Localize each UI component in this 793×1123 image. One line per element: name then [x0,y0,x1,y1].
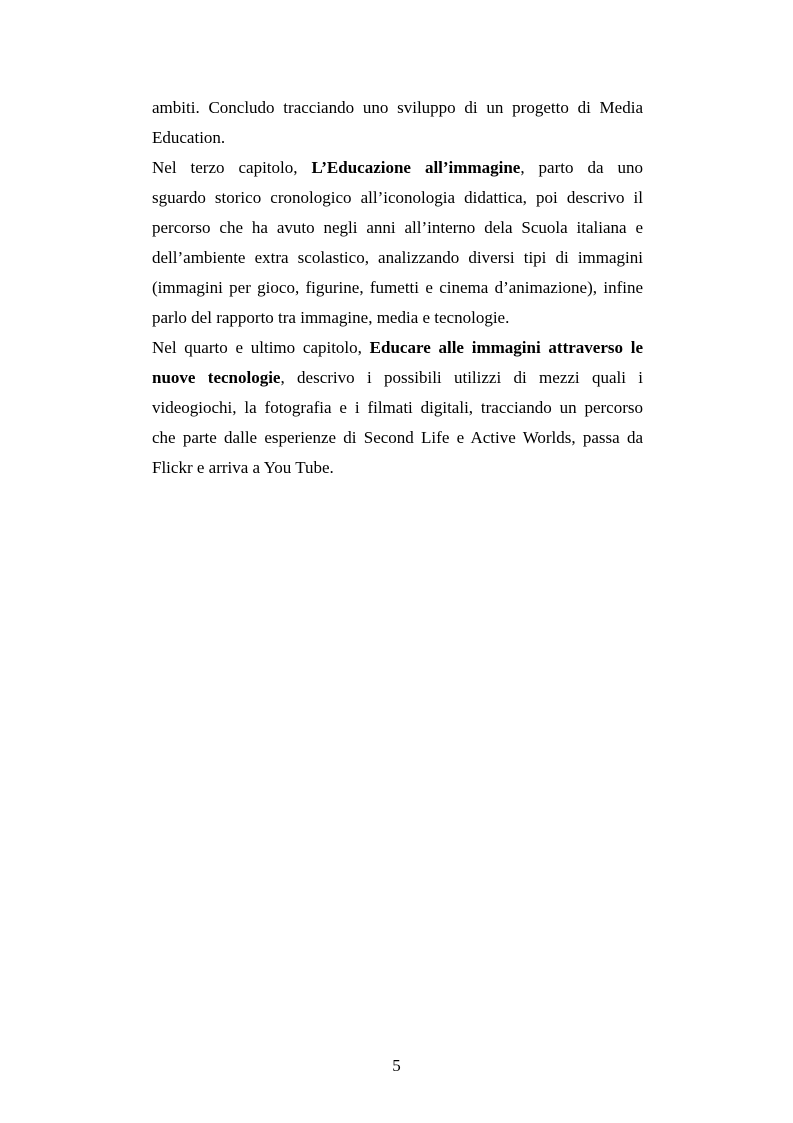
text-line [152,363,643,393]
text-line [152,273,643,303]
text-span: sguardo storico cronologico all’iconologia didattica, poi descrivo il [152,188,643,207]
text-line [152,423,643,453]
text-span: ambiti. Concludo tracciando uno sviluppo di un progetto di Media [152,98,643,117]
text-line [152,393,643,423]
text-span: dell’ambiente extra scolastico, analizzando diversi tipi di immagini [152,248,643,267]
text-line [152,333,643,363]
text-span: Nel terzo capitolo, [152,158,312,177]
chapter-title-bold: L’Educazione all’immagine [311,158,521,177]
chapter-title-bold: nuove tecnologie [152,368,281,387]
text-span: Nel quarto e ultimo capitolo, [152,338,370,357]
text-span: parlo del rapporto tra immagine, media e tecnologie. [152,308,510,327]
text-line [152,153,643,183]
text-line [152,183,643,213]
text-span: Flickr e arriva a You Tube. [152,458,334,477]
text-line [152,453,643,483]
text-span: che parte dalle esperienze di Second Life e Active Worlds, passa da [152,428,643,447]
text-span: percorso che ha avuto negli anni all’interno dela Scuola italiana e [152,218,643,237]
text-span: (immagini per gioco, figurine, fumetti e cinema d’animazione), infine [152,278,643,297]
text-line [152,213,643,243]
text-line [152,93,643,123]
text-span: Education. [152,128,226,147]
page-number: 5 [392,1056,401,1075]
text-line [152,243,643,273]
text-span: videogiochi, la fotografia e i filmati digitali, tracciando un percorso [152,398,643,417]
text-span: , parto da uno [520,158,643,177]
body-text [152,93,643,483]
text-line [152,303,643,333]
text-line [152,123,643,153]
chapter-title-bold: Educare alle immagini attraverso le [369,338,643,357]
text-span: , descrivo i possibili utilizzi di mezzi quali i [280,368,643,387]
